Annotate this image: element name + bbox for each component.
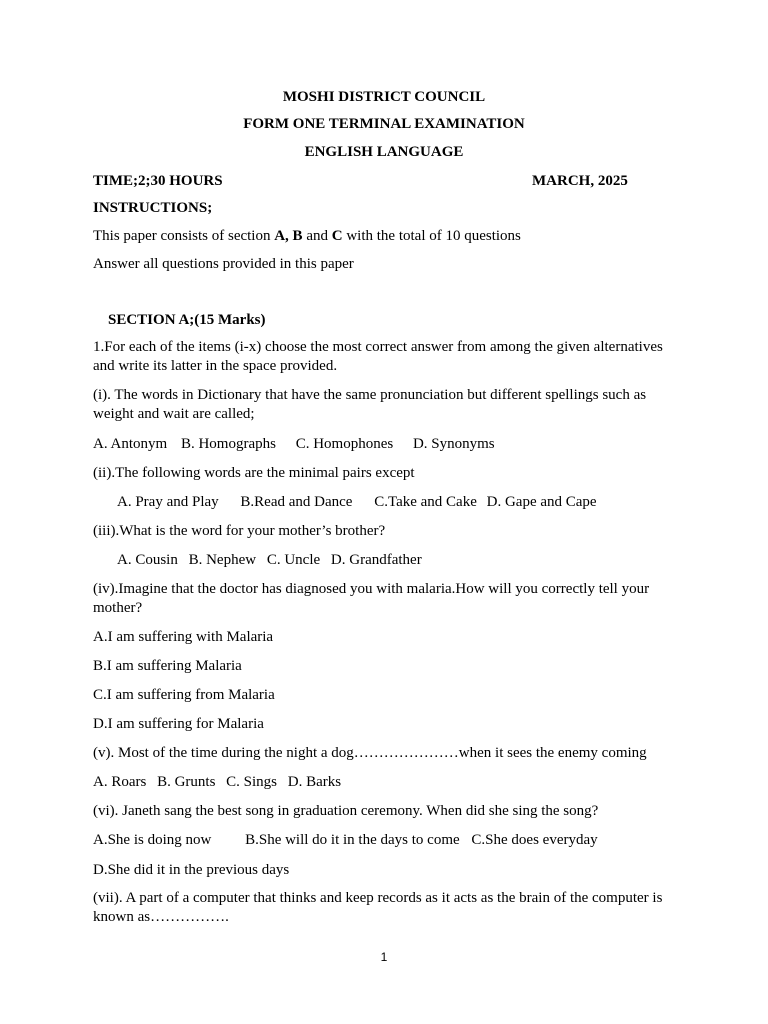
q1-option-d: D. Synonyms bbox=[412, 436, 495, 452]
question-2-options bbox=[117, 493, 597, 512]
instruction-line-1 bbox=[93, 227, 521, 246]
q4-option-a: A.I am suffering with Malaria bbox=[93, 629, 274, 645]
council-title: MOSHI DISTRICT COUNCIL bbox=[282, 89, 486, 105]
q2-option-b: B.Read and Dance bbox=[240, 494, 353, 510]
q1-option-a: A. Antonym bbox=[93, 436, 168, 452]
q3-option-a: A. Cousin bbox=[117, 552, 178, 568]
q4-option-d: D.I am suffering for Malaria bbox=[93, 716, 264, 732]
question-5: (v). Most of the time during the night a dog…………………when it sees the enemy coming bbox=[93, 745, 647, 761]
q5-option-c: C. Sings bbox=[226, 774, 278, 790]
section-a-title: SECTION A;(15 Marks) bbox=[108, 312, 266, 328]
instruction-text-post: with the total of 10 questions bbox=[342, 228, 521, 244]
q3-option-b: B. Nephew bbox=[188, 552, 257, 568]
q3-option-d: D. Grandfather bbox=[330, 552, 422, 568]
subject-title: ENGLISH LANGUAGE bbox=[304, 144, 464, 160]
q1-option-b: B. Homographs bbox=[180, 436, 276, 452]
question-7: (vii). A part of a computer that thinks and keep records as it acts as the brain of the computer is known as……………. bbox=[93, 890, 663, 925]
q2-option-d: D. Gape and Cape bbox=[486, 494, 597, 510]
instruction-sections-ab: A, B bbox=[274, 228, 303, 244]
q4-option-b: B.I am suffering Malaria bbox=[93, 658, 242, 674]
q6-option-a: A.She is doing now bbox=[93, 832, 212, 848]
q4-option-c: C.I am suffering from Malaria bbox=[93, 687, 275, 703]
exam-date: MARCH, 2025 bbox=[532, 173, 628, 189]
instructions-title: INSTRUCTIONS; bbox=[93, 200, 213, 216]
q5-option-b: B. Grunts bbox=[157, 774, 216, 790]
page-number: 1 bbox=[380, 950, 388, 964]
question-4: (iv).Imagine that the doctor has diagnosed you with malaria.How will you correctly tell your mother? bbox=[93, 581, 650, 616]
section-a-intro: 1.For each of the items (i-x) choose the most correct answer from among the given alternatives and write its latter in the space provided. bbox=[93, 339, 663, 374]
q6-option-d: D.She did it in the previous days bbox=[93, 862, 290, 878]
instruction-line-2: Answer all questions provided in this paper bbox=[93, 256, 354, 272]
q2-option-c: C.Take and Cake bbox=[374, 494, 477, 510]
question-1: (i). The words in Dictionary that have the same pronunciation but different spellings such as weight and wait are called; bbox=[93, 387, 647, 422]
question-3-options bbox=[117, 551, 422, 570]
q2-option-a: A. Pray and Play bbox=[117, 494, 219, 510]
question-3: (iii).What is the word for your mother’s brother? bbox=[93, 523, 386, 539]
q1-option-c: C. Homophones bbox=[295, 436, 394, 452]
question-5-options bbox=[93, 773, 341, 792]
question-6-options bbox=[93, 831, 598, 850]
instruction-text-pre: This paper consists of section bbox=[93, 228, 275, 244]
q6-option-b: B.She will do it in the days to come bbox=[245, 832, 460, 848]
question-1-options bbox=[93, 435, 495, 454]
q5-option-d: D. Barks bbox=[287, 774, 342, 790]
q6-option-c: C.She does everyday bbox=[471, 832, 598, 848]
q3-option-c: C. Uncle bbox=[266, 552, 321, 568]
question-6: (vi). Janeth sang the best song in graduation ceremony. When did she sing the song? bbox=[93, 803, 599, 819]
question-2: (ii).The following words are the minimal pairs except bbox=[93, 465, 415, 481]
instruction-text-mid: and bbox=[302, 228, 332, 244]
exam-time: TIME;2;30 HOURS bbox=[93, 173, 223, 189]
instruction-section-c: C bbox=[331, 228, 343, 244]
q5-option-a: A. Roars bbox=[93, 774, 147, 790]
exam-title: FORM ONE TERMINAL EXAMINATION bbox=[243, 116, 525, 132]
